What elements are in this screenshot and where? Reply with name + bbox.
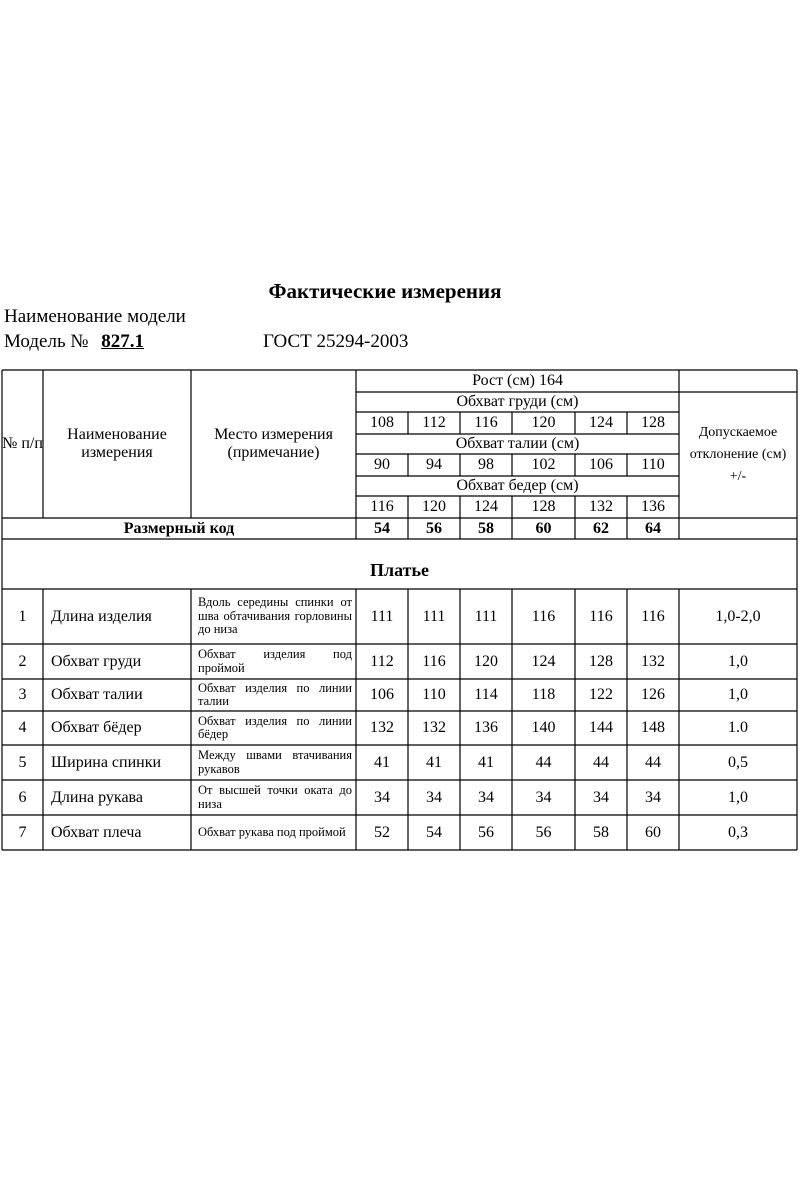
- row-name: Обхват плеча: [51, 823, 142, 841]
- chest-value: 124: [589, 414, 613, 431]
- size-code: 58: [478, 519, 494, 537]
- section-title: Платье: [370, 560, 429, 580]
- model-label: Модель №: [4, 331, 89, 352]
- chest-value: 128: [641, 414, 665, 431]
- row-value: 54: [426, 823, 442, 841]
- chest-value: 120: [531, 414, 556, 431]
- row-note: [191, 589, 356, 644]
- size-code: 64: [645, 519, 661, 537]
- hip-value: 120: [422, 498, 446, 515]
- row-number: 6: [18, 788, 27, 806]
- row-number: 1: [18, 607, 27, 625]
- row-number: 3: [18, 686, 27, 703]
- row-note: [191, 711, 356, 745]
- waist-value: 102: [531, 456, 556, 473]
- row-number: 7: [18, 823, 27, 841]
- row-value: 126: [641, 686, 665, 703]
- row-tolerance: 1.0: [728, 719, 748, 736]
- row-note-text: Вдоль середины спинки от шва обтачивания горловины до низа: [198, 595, 352, 637]
- header-hips: Обхват бедер (см): [456, 477, 579, 494]
- row-note-text: Обхват рукава под проймой: [198, 824, 346, 839]
- row-value: 34: [645, 788, 661, 806]
- row-name: Ширина спинки: [51, 753, 162, 771]
- size-code-label: Размерный код: [123, 519, 235, 537]
- row-name: Длина рукава: [51, 788, 143, 806]
- row-name: Обхват груди: [51, 652, 142, 670]
- row-tolerance: 1,0: [728, 652, 748, 670]
- row-note-text: Обхват изделия по линии талии: [198, 680, 352, 708]
- row-number: 5: [18, 753, 27, 771]
- row-value: 116: [589, 607, 613, 625]
- header-tolerance: Допускаемое отклонение (см) +/-: [689, 425, 787, 484]
- row-note-text: Обхват изделия по линии бёдер: [198, 713, 352, 741]
- row-value: 111: [422, 607, 446, 625]
- row-tolerance: 1,0: [728, 788, 748, 806]
- row-value: 111: [370, 607, 394, 625]
- row-number: 2: [18, 652, 27, 670]
- header-name: Наименование измерения: [67, 426, 167, 461]
- row-value: 140: [531, 719, 556, 736]
- row-name: Обхват бёдер: [51, 719, 142, 736]
- model-name-label: Наименование модели: [4, 306, 186, 327]
- model-number: 827.1: [101, 331, 144, 352]
- header-waist: Обхват талии (см): [455, 435, 580, 452]
- row-note-text: Между швами втачивания рукавов: [198, 748, 352, 776]
- header-chest: Обхват груди (см): [456, 393, 579, 410]
- hip-value: 124: [474, 498, 498, 515]
- waist-value: 106: [589, 456, 613, 473]
- row-value: 136: [474, 719, 498, 736]
- row-tolerance: 1,0: [728, 686, 748, 703]
- row-value: 132: [370, 719, 394, 736]
- row-value: 34: [478, 788, 494, 806]
- waist-value: 94: [426, 456, 442, 473]
- row-note-text: Обхват изделия под проймой: [198, 647, 352, 675]
- row-value: 34: [535, 788, 552, 806]
- row-note: [191, 644, 356, 679]
- row-tolerance: 1,0-2,0: [715, 607, 761, 625]
- chest-value: 112: [422, 414, 446, 431]
- row-note: [191, 815, 356, 850]
- row-value: 34: [374, 788, 390, 806]
- row-tolerance: 0,3: [728, 823, 748, 841]
- row-value: 120: [474, 652, 498, 670]
- row-value: 56: [535, 823, 552, 841]
- row-value: 112: [370, 652, 394, 670]
- row-value: 124: [531, 652, 556, 670]
- row-value: 116: [531, 607, 556, 625]
- row-value: 122: [589, 686, 613, 703]
- row-value: 44: [535, 753, 552, 771]
- row-note: [191, 780, 356, 815]
- row-value: 116: [422, 652, 446, 670]
- row-value: 44: [645, 753, 661, 771]
- row-value: 110: [422, 686, 446, 703]
- header-num: № п/п: [2, 435, 43, 452]
- row-tolerance: 0,5: [728, 753, 748, 771]
- row-value: 118: [531, 686, 556, 703]
- row-value: 44: [593, 753, 609, 771]
- row-name: Длина изделия: [51, 607, 152, 625]
- header-height: Рост (см) 164: [472, 372, 563, 389]
- page-title: Фактические измерения: [268, 279, 502, 303]
- row-value: 41: [374, 753, 390, 771]
- row-value: 144: [589, 719, 613, 736]
- row-value: 148: [641, 719, 665, 736]
- size-code: 60: [535, 519, 552, 537]
- header-place: Место измерения (примечание): [214, 426, 333, 461]
- row-value: 132: [641, 652, 665, 670]
- row-value: 111: [474, 607, 498, 625]
- row-value: 34: [426, 788, 442, 806]
- row-note: [191, 679, 356, 711]
- size-code: 54: [374, 519, 390, 537]
- row-number: 4: [18, 719, 27, 736]
- size-code: 56: [426, 519, 442, 537]
- row-value: 41: [478, 753, 494, 771]
- waist-value: 98: [478, 456, 494, 473]
- waist-value: 90: [374, 456, 390, 473]
- hip-value: 128: [531, 498, 556, 515]
- size-code: 62: [593, 519, 609, 537]
- standard: ГОСТ 25294-2003: [263, 331, 409, 352]
- row-value: 52: [374, 823, 390, 841]
- row-note: [191, 745, 356, 780]
- hip-value: 136: [641, 498, 665, 515]
- chest-value: 116: [474, 414, 498, 431]
- row-value: 132: [422, 719, 446, 736]
- row-note-text: От высшей точки оката до низа: [198, 783, 352, 811]
- row-value: 41: [426, 753, 442, 771]
- row-value: 58: [593, 823, 609, 841]
- row-value: 116: [641, 607, 665, 625]
- hip-value: 116: [370, 498, 394, 515]
- hip-value: 132: [589, 498, 613, 515]
- row-value: 106: [370, 686, 394, 703]
- row-value: 60: [645, 823, 661, 841]
- chest-value: 108: [370, 414, 394, 431]
- row-name: Обхват талии: [51, 686, 143, 703]
- waist-value: 110: [641, 456, 665, 473]
- row-value: 56: [478, 823, 494, 841]
- row-value: 128: [589, 652, 613, 670]
- row-value: 34: [593, 788, 609, 806]
- row-value: 114: [474, 686, 498, 703]
